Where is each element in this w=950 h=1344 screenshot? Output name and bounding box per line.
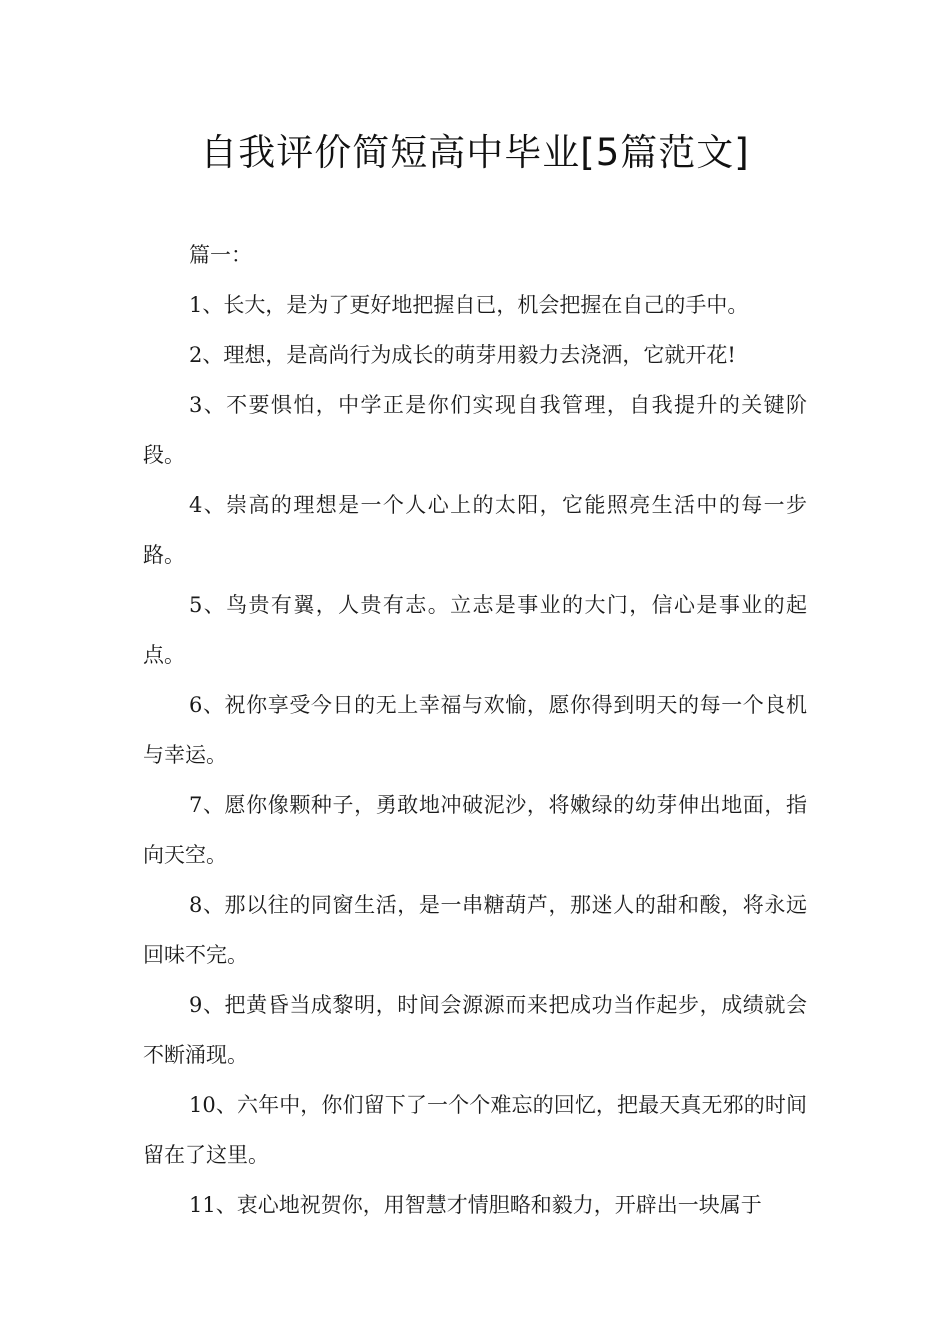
document-body xyxy=(143,230,807,1230)
list-item: 7、愿你像颗种子，勇敢地冲破泥沙，将嫩绿的幼芽伸出地面，指向天空。 xyxy=(143,793,807,867)
list-item: 3、不要惧怕，中学正是你们实现自我管理，自我提升的关键阶段。 xyxy=(143,393,807,467)
section-heading: 篇一： xyxy=(189,243,252,267)
list-item: 2、理想，是高尚行为成长的萌芽用毅力去浇洒，它就开花! xyxy=(189,343,736,367)
list-item: 11、衷心地祝贺你，用智慧才情胆略和毅力，开辟出一块属于 xyxy=(189,1193,762,1217)
list-item: 1、长大，是为了更好地把握自已，机会把握在自己的手中。 xyxy=(189,293,749,317)
list-item: 8、那以往的同窗生活，是一串糖葫芦，那迷人的甜和酸，将永远回味不完。 xyxy=(143,893,807,967)
list-item: 9、把黄昏当成黎明，时间会源源而来把成功当作起步，成绩就会不断涌现。 xyxy=(143,993,807,1067)
list-item: 5、鸟贵有翼，人贵有志。立志是事业的大门，信心是事业的起点。 xyxy=(143,593,807,667)
list-item: 6、祝你享受今日的无上幸福与欢愉，愿你得到明天的每一个良机与幸运。 xyxy=(143,693,807,767)
document-title: 自我评价简短高中毕业[5篇范文] xyxy=(200,131,750,174)
list-item: 10、六年中，你们留下了一个个难忘的回忆，把最天真无邪的时间留在了这里。 xyxy=(143,1093,807,1167)
list-item: 4、崇高的理想是一个人心上的太阳，它能照亮生活中的每一步路。 xyxy=(143,493,807,567)
